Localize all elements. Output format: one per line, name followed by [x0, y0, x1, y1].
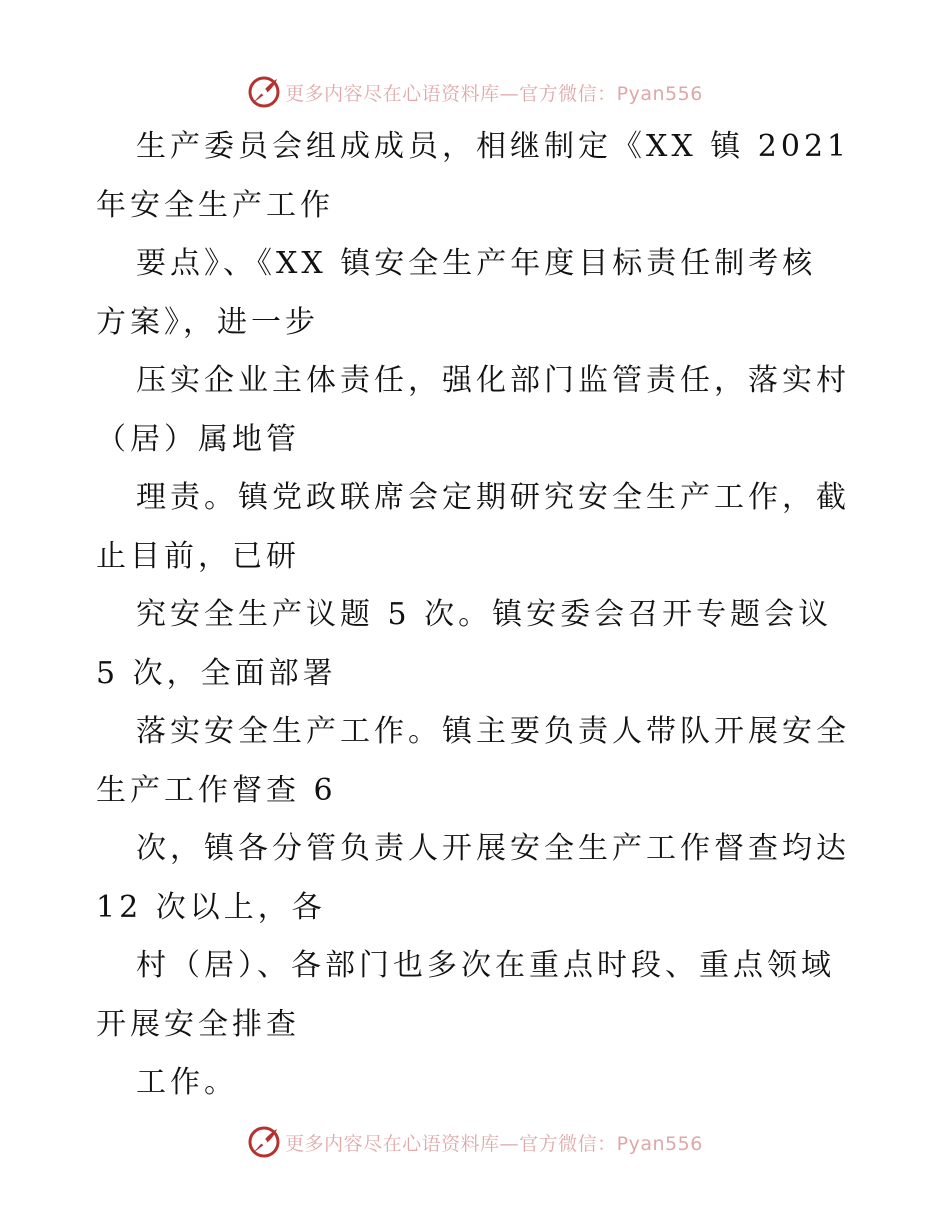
- text-line: 开展安全排查: [96, 1006, 300, 1042]
- text-line: 要点》、《XX 镇安全生产年度目标责任制考核: [136, 246, 817, 281]
- text-line: 压实企业主体责任，强化部门监管责任，落实村: [136, 363, 850, 398]
- text-line: 生产委员会组成成员，相继制定《XX 镇 2021: [136, 129, 851, 164]
- header-watermark-text: 更多内容尽在心语资料库—官方微信：Pyan556: [285, 82, 703, 105]
- footer-watermark: [0, 1122, 950, 1162]
- text-line: （居）属地管: [96, 421, 300, 457]
- text-line: 村（居）、各部门也多次在重点时段、重点领域: [136, 948, 835, 983]
- text-line: 止目前，已研: [96, 538, 300, 574]
- text-line: 方案》，进一步: [96, 304, 319, 340]
- text-line: 工作。: [136, 1065, 238, 1100]
- text-line: 理责。镇党政联席会定期研究安全生产工作，截: [136, 480, 850, 515]
- footer-watermark-text: 更多内容尽在心语资料库—官方微信：Pyan556: [285, 1132, 703, 1155]
- body-text: [96, 118, 856, 1113]
- text-line: 落实安全生产工作。镇主要负责人带队开展安全: [136, 714, 850, 749]
- text-line: 5 次，全面部署: [96, 655, 337, 691]
- quill-pen-logo-icon: [247, 1125, 281, 1159]
- text-line: 年安全生产工作: [96, 187, 334, 223]
- text-line: 次，镇各分管负责人开展安全生产工作督查均达: [136, 831, 850, 866]
- text-line: 12 次以上，各: [96, 889, 326, 925]
- text-line: 究安全生产议题 5 次。镇安委会召开专题会议: [136, 597, 833, 632]
- quill-pen-logo-icon: [247, 75, 281, 109]
- text-line: 生产工作督查 6: [96, 772, 337, 808]
- header-watermark: [0, 72, 950, 112]
